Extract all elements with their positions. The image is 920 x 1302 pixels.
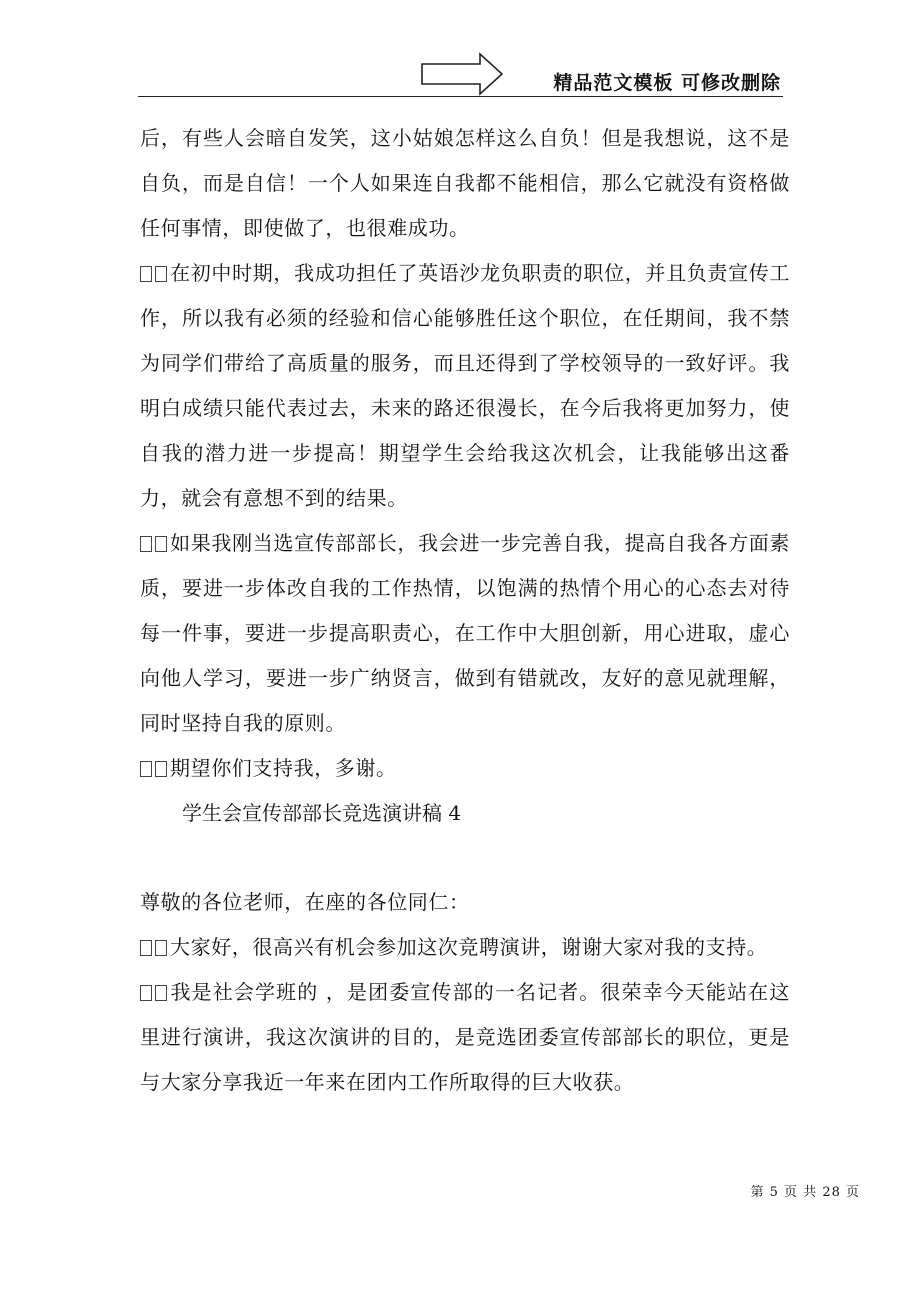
header-rule bbox=[138, 96, 783, 97]
paragraph-text: 大家好，很高兴有机会参加这次竞聘演讲，谢谢大家对我的支持。 bbox=[170, 935, 768, 959]
paragraph-text: 我是社会学班的 ，是团委宣传部的一名记者。很荣幸今天能站在这里进行演讲，我这次演讲的目的，是竞选团委宣传部部长的职位，更是与大家分享我近一年来在团内工作所取得的巨大收获。 bbox=[140, 980, 790, 1094]
paragraph: 后，有些人会暗自发笑，这小姑娘怎样这么自负！但是我想说，这不是自负，而是自信！一个人如果连自我都不能相信，那么它就没有资格做任何事情，即使做了，也很难成功。 bbox=[140, 126, 790, 240]
paragraph bbox=[140, 925, 790, 970]
paragraph-text: 在初中时期，我成功担任了英语沙龙负职责的职位，并且负责宣传工作，所以我有必须的经验和信心能够胜任这个职位，在任期间，我不禁为同学们带给了高质量的服务，而且还得到了学校领导的一致好评。我明白成绩只能代表过去，未来的路还很漫长，在今后我将更加努力，使自我的潜力进一步提高！期望学生会给我这次机会，让我能够出这番力，就会有意想不到的结果。 bbox=[140, 261, 790, 510]
paragraph-text: 如果我刚当选宣传部部长，我会进一步完善自我，提高自我各方面素质，要进一步体改自我的工作热情，以饱满的热情个用心的心态去对待每一件事，要进一步提高职责心，在工作中大胆创新，用心进取，虚心向他人学习，要进一步广纳贤言，做到有错就改，友好的意见就理解，同时坚持自我的原则。 bbox=[140, 531, 790, 735]
spacer bbox=[140, 836, 790, 880]
section-title: 学生会宣传部部长竞选演讲稿 4 bbox=[182, 801, 462, 825]
paragraph-text: 期望你们支持我，多谢。 bbox=[170, 756, 397, 780]
salutation: 尊敬的各位老师，在座的各位同仁： bbox=[140, 890, 470, 914]
indent-placeholder bbox=[140, 531, 170, 555]
page-header bbox=[138, 50, 783, 100]
document-body bbox=[140, 116, 790, 1105]
indent-placeholder bbox=[140, 756, 170, 780]
page-number: 第 5 页 共 28 页 bbox=[750, 1185, 860, 1200]
indent-placeholder bbox=[140, 261, 170, 285]
paragraph bbox=[140, 746, 790, 791]
indent-placeholder bbox=[140, 980, 170, 1004]
header-title: 精品范文模板 可修改删除 bbox=[553, 72, 781, 94]
paragraph bbox=[140, 970, 790, 1105]
right-arrow-icon bbox=[420, 52, 504, 96]
indent-placeholder bbox=[140, 935, 170, 959]
paragraph bbox=[140, 251, 790, 521]
paragraph bbox=[140, 521, 790, 746]
